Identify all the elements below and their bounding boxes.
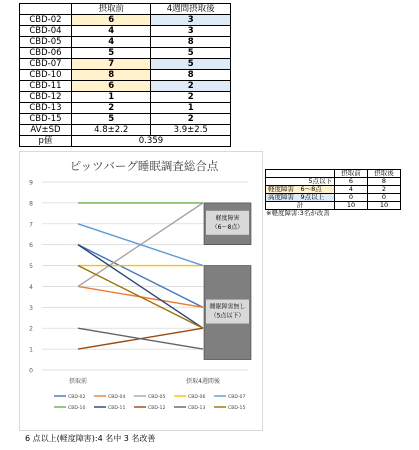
score-table-avsd-row bbox=[20, 125, 231, 136]
summary-footnote: 6 点以上(軽度障害):4 名中 3 名改善 bbox=[25, 434, 156, 443]
row-before-score: 6 bbox=[71, 81, 151, 92]
y-tick-label: 5 bbox=[29, 263, 33, 271]
row-id: CBD-13 bbox=[20, 103, 72, 114]
annotation-box bbox=[204, 266, 251, 360]
legend-label: CBD-12 bbox=[148, 406, 166, 411]
category-after: 10 bbox=[368, 202, 401, 210]
score-table-row bbox=[20, 26, 231, 37]
series-line-cbd-02 bbox=[78, 245, 203, 308]
category-after: 2 bbox=[368, 186, 401, 194]
y-tick-label: 1 bbox=[29, 346, 33, 354]
legend-item bbox=[134, 394, 165, 400]
row-id: CBD-11 bbox=[20, 81, 72, 92]
row-id: CBD-04 bbox=[20, 26, 72, 37]
legend-item bbox=[54, 394, 85, 400]
category-header-cell: 摂取後 bbox=[368, 170, 401, 178]
score-table-header-after: 4週間摂取後 bbox=[151, 4, 231, 15]
legend-item bbox=[174, 405, 205, 411]
line-chart bbox=[20, 152, 262, 430]
score-table-p-row bbox=[20, 136, 231, 147]
y-tick-label: 8 bbox=[29, 200, 33, 208]
category-label: 5点以下 bbox=[266, 178, 335, 186]
row-id: CBD-10 bbox=[20, 70, 72, 81]
row-before-score: 1 bbox=[71, 92, 151, 103]
p-value: 0.359 bbox=[71, 136, 230, 147]
y-tick-label: 3 bbox=[29, 304, 33, 312]
score-table-row bbox=[20, 15, 231, 26]
score-table-row bbox=[20, 92, 231, 103]
legend-label: CBD-15 bbox=[228, 406, 246, 411]
legend-label: CBD-05 bbox=[148, 395, 166, 400]
x-tick-label: 摂取4週間後 bbox=[186, 378, 220, 385]
score-table-header bbox=[20, 4, 231, 15]
y-tick-label: 4 bbox=[29, 283, 33, 291]
row-before-score: 4 bbox=[71, 37, 151, 48]
category-after: 8 bbox=[368, 178, 401, 186]
category-label: 軽度障害 6～8点 bbox=[266, 186, 335, 194]
avsd-before: 4.8±2.2 bbox=[71, 125, 151, 136]
legend-label: CBD-07 bbox=[228, 395, 246, 400]
legend-item bbox=[214, 405, 245, 411]
annotation-text: （5点以下） bbox=[210, 312, 245, 320]
y-tick-label: 6 bbox=[29, 242, 33, 250]
row-before-score: 6 bbox=[71, 15, 151, 26]
row-id: CBD-07 bbox=[20, 59, 72, 70]
legend-label: CBD-13 bbox=[188, 406, 206, 411]
row-after-score: 2 bbox=[151, 92, 231, 103]
row-after-score: 8 bbox=[151, 37, 231, 48]
annotation-text: （6～8点） bbox=[211, 223, 244, 231]
row-before-score: 5 bbox=[71, 114, 151, 125]
row-before-score: 2 bbox=[71, 103, 151, 114]
category-after: 0 bbox=[368, 194, 401, 202]
row-after-score: 2 bbox=[151, 81, 231, 92]
score-table-row bbox=[20, 59, 231, 70]
x-tick-label: 摂取前 bbox=[68, 378, 88, 385]
category-before: 6 bbox=[335, 178, 368, 186]
row-before-score: 4 bbox=[71, 26, 151, 37]
category-before: 0 bbox=[335, 194, 368, 202]
line-chart-frame bbox=[19, 151, 263, 431]
annotation-text: 睡眠障害無し bbox=[209, 303, 246, 311]
row-after-score: 5 bbox=[151, 59, 231, 70]
category-before: 4 bbox=[335, 186, 368, 194]
legend-item bbox=[94, 405, 125, 411]
legend-label: CBD-02 bbox=[68, 395, 86, 400]
category-before: 10 bbox=[335, 202, 368, 210]
category-header-cell: 摂取前 bbox=[335, 170, 368, 178]
legend-item bbox=[94, 394, 125, 400]
legend-item bbox=[54, 405, 85, 411]
row-id: CBD-06 bbox=[20, 48, 72, 59]
score-table-header-id bbox=[20, 4, 72, 15]
row-before-score: 5 bbox=[71, 48, 151, 59]
annotation-box bbox=[204, 203, 251, 245]
row-id: CBD-05 bbox=[20, 37, 72, 48]
score-table-row bbox=[20, 103, 231, 114]
category-table-header bbox=[266, 170, 401, 178]
row-after-score: 3 bbox=[151, 15, 231, 26]
chart-title: ピッツバーグ睡眠調査総合点 bbox=[69, 159, 219, 173]
row-id: CBD-02 bbox=[20, 15, 72, 26]
category-note: ※軽度障害:3名が改善 bbox=[266, 209, 330, 217]
row-after-score: 3 bbox=[151, 26, 231, 37]
y-tick-label: 7 bbox=[29, 221, 33, 229]
category-table bbox=[265, 169, 401, 210]
y-tick-label: 0 bbox=[29, 367, 33, 375]
legend-label: CBD-04 bbox=[108, 395, 126, 400]
row-before-score: 7 bbox=[71, 59, 151, 70]
category-label: 高度障害 9点以上 bbox=[266, 194, 335, 202]
score-table bbox=[19, 3, 231, 147]
score-table-row bbox=[20, 48, 231, 59]
p-label: p値 bbox=[20, 136, 72, 147]
legend-label: CBD-06 bbox=[188, 395, 206, 400]
y-tick-label: 2 bbox=[29, 325, 33, 333]
legend-label: CBD-11 bbox=[108, 406, 126, 411]
y-tick-label: 9 bbox=[29, 179, 33, 187]
score-table-row bbox=[20, 70, 231, 81]
row-id: CBD-15 bbox=[20, 114, 72, 125]
score-table-row bbox=[20, 81, 231, 92]
row-after-score: 1 bbox=[151, 103, 231, 114]
legend-item bbox=[174, 394, 205, 400]
legend-item bbox=[214, 394, 245, 400]
annotation-text: 軽度障害 bbox=[215, 214, 240, 222]
category-label: 計 bbox=[266, 202, 335, 210]
row-after-score: 2 bbox=[151, 114, 231, 125]
score-table-row bbox=[20, 114, 231, 125]
series-line-cbd-15 bbox=[78, 266, 203, 329]
avsd-after: 3.9±2.5 bbox=[151, 125, 231, 136]
score-table-header-before: 摂取前 bbox=[71, 4, 151, 15]
legend-item bbox=[134, 405, 165, 411]
row-after-score: 8 bbox=[151, 70, 231, 81]
row-after-score: 5 bbox=[151, 48, 231, 59]
row-id: CBD-12 bbox=[20, 92, 72, 103]
legend-label: CBD-10 bbox=[68, 406, 86, 411]
avsd-label: AV±SD bbox=[20, 125, 72, 136]
row-before-score: 8 bbox=[71, 70, 151, 81]
score-table-row bbox=[20, 37, 231, 48]
